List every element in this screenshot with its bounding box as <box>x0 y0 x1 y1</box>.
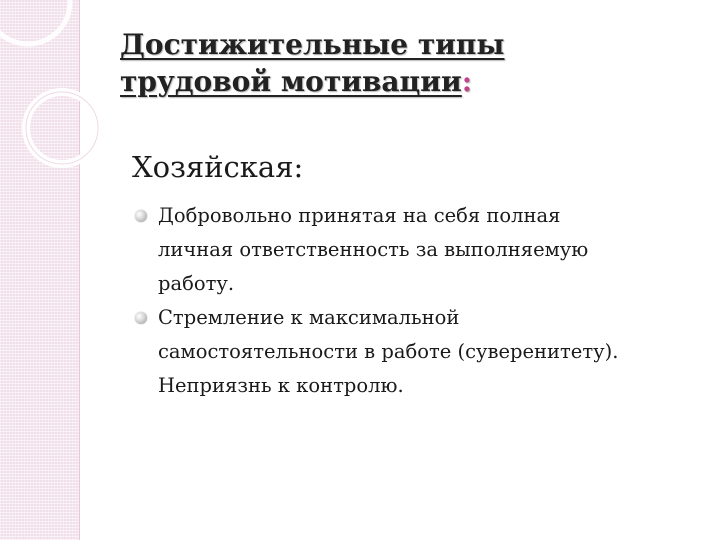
bullet-item <box>134 199 694 301</box>
bullet-line: Стремление к максимальной <box>158 306 460 329</box>
bullet-line: Добровольно принятая на себя полная <box>158 204 561 227</box>
title-line-1: Достижительные типы <box>120 28 505 61</box>
title-colon: : <box>461 65 473 98</box>
page-title <box>120 26 680 100</box>
decorative-circles <box>0 0 140 200</box>
bullet-line: самостоятельности в работе (суверенитету). <box>158 340 619 363</box>
bullet-line: личная ответственность за выполняемую <box>158 238 589 261</box>
bullet-circle-icon <box>135 312 147 324</box>
bullet-line: Неприязнь к контролю. <box>158 374 404 397</box>
bullet-circle-icon <box>135 210 147 222</box>
bullet-list <box>134 199 694 403</box>
section-heading: Хозяйская: <box>132 150 304 184</box>
bullet-item <box>134 301 694 403</box>
bullet-line: работу. <box>158 272 235 295</box>
title-line-2: трудовой мотивации <box>120 65 462 98</box>
